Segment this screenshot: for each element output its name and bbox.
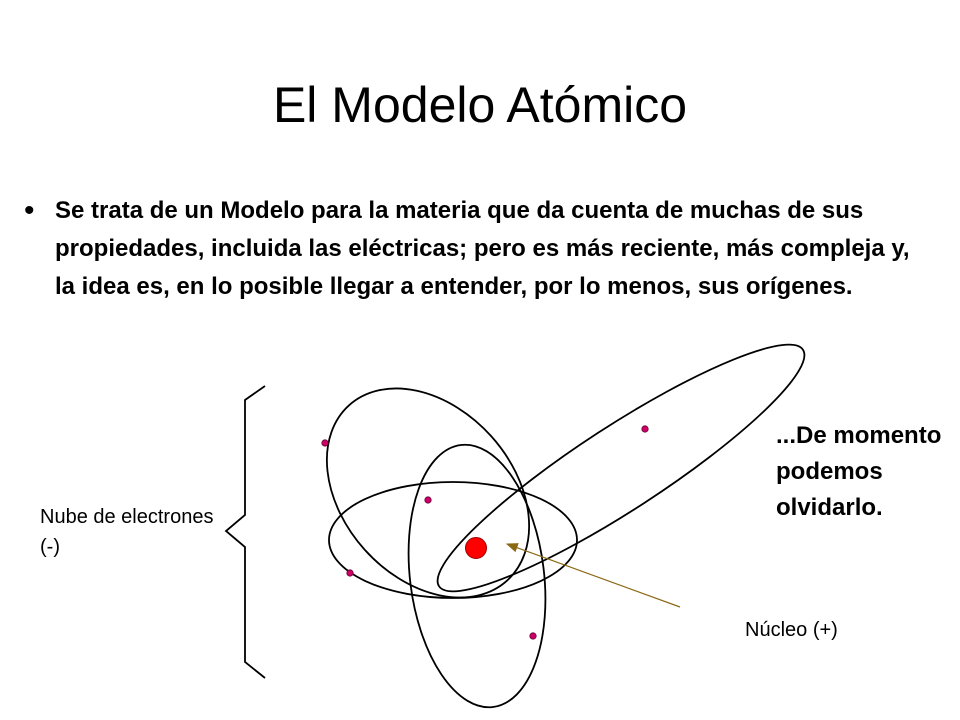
orbit-horizontal	[329, 482, 577, 598]
electron	[425, 497, 431, 503]
bullet-text: Se trata de un Modelo para la materia que da cuenta de muchas de sus propiedades, incluida las eléctricas; pero es más reciente, más compleja y, la idea es, en lo posible llegar a entender, por lo menos, sus orígenes.	[55, 197, 910, 300]
electron	[530, 633, 536, 639]
bullet-dot-icon: •	[24, 194, 35, 227]
nucleus-arrow	[507, 544, 680, 607]
note-text: ...De momento podemos olvidarlo.	[776, 422, 942, 521]
curly-brace	[226, 386, 265, 678]
electron	[642, 426, 648, 432]
nucleus-label: Núcleo (+)	[745, 619, 838, 641]
orbit-elongated	[416, 315, 826, 622]
slide-title: El Modelo Atómico	[272, 77, 688, 133]
orbit-vertical	[394, 437, 559, 715]
nucleus	[466, 538, 487, 559]
electron-cloud-label: Nube de electrones (-)	[40, 506, 214, 558]
electron	[347, 570, 353, 576]
electron	[322, 440, 328, 446]
